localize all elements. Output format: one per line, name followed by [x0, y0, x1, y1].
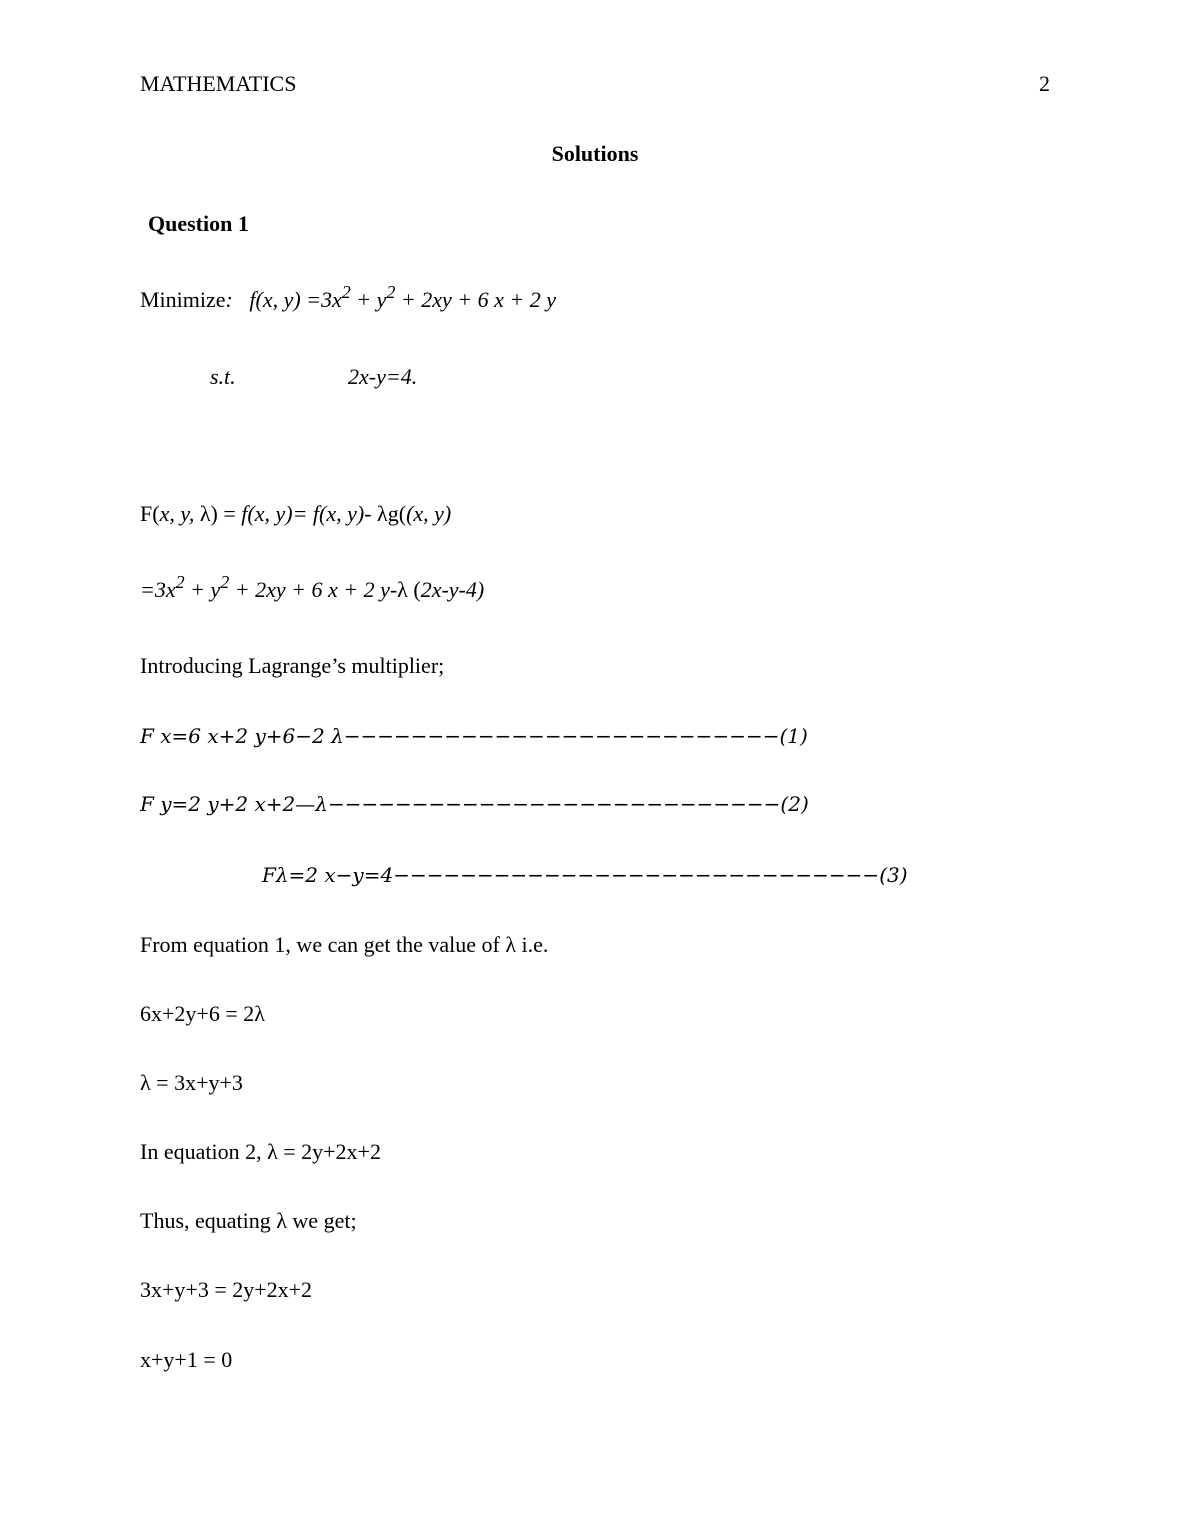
step-line: Thus, equating λ we get; [140, 1208, 357, 1233]
step-line: x+y+1 = 0 [140, 1347, 233, 1372]
step-line: 6x+2y+6 = 2λ [140, 1001, 265, 1026]
equation-1: F x=6 x+2 y+6−2 λ−−−−−−−−−−−−−−−−−−−−−−−−−−(1) [140, 724, 808, 748]
constraint: 2x-y=4. [348, 364, 418, 389]
step-line: 3x+y+3 = 2y+2x+2 [140, 1277, 313, 1302]
lagrangian-definition: F(x, y, λ) = f(x, y)= f(x, y)- λg((x, y) [140, 501, 452, 526]
step-line: From equation 1, we can get the value of λ i.e. [140, 932, 549, 957]
running-header-title: MATHEMATICS [140, 71, 297, 96]
lagrangian-expanded: $=3x^2 + y^2 + 2xy + 6$ x + 2 y-λ (2x-y-4) [140, 572, 485, 602]
intro-text: Introducing Lagrange’s multiplier; [140, 653, 445, 678]
section-heading: Solutions [551, 141, 639, 166]
step-line: λ = 3x+y+3 [140, 1070, 243, 1095]
subject-to-label: s.t. [210, 364, 236, 389]
objective-function: Minimize: f(x, $y) =3x^2 + y^2 + 2xy + 6$ x + 2 y [140, 282, 557, 312]
question-heading: Question 1 [148, 211, 249, 236]
step-line: In equation 2, λ = 2y+2x+2 [140, 1139, 381, 1164]
equation-3: Fλ=2 x−y=4−−−−−−−−−−−−−−−−−−−−−−−−−−−−−(3) [262, 863, 908, 887]
objective-expression: f(x, $y) =3x^2 + y^2 + 2xy + 6$ x + 2 y [249, 282, 557, 312]
minimize-label: Minimize [140, 287, 226, 312]
equation-2: F y=2 y+2 x+2—λ−−−−−−−−−−−−−−−−−−−−−−−−−−−(2) [140, 792, 809, 816]
page-number: 2 [1039, 71, 1050, 96]
